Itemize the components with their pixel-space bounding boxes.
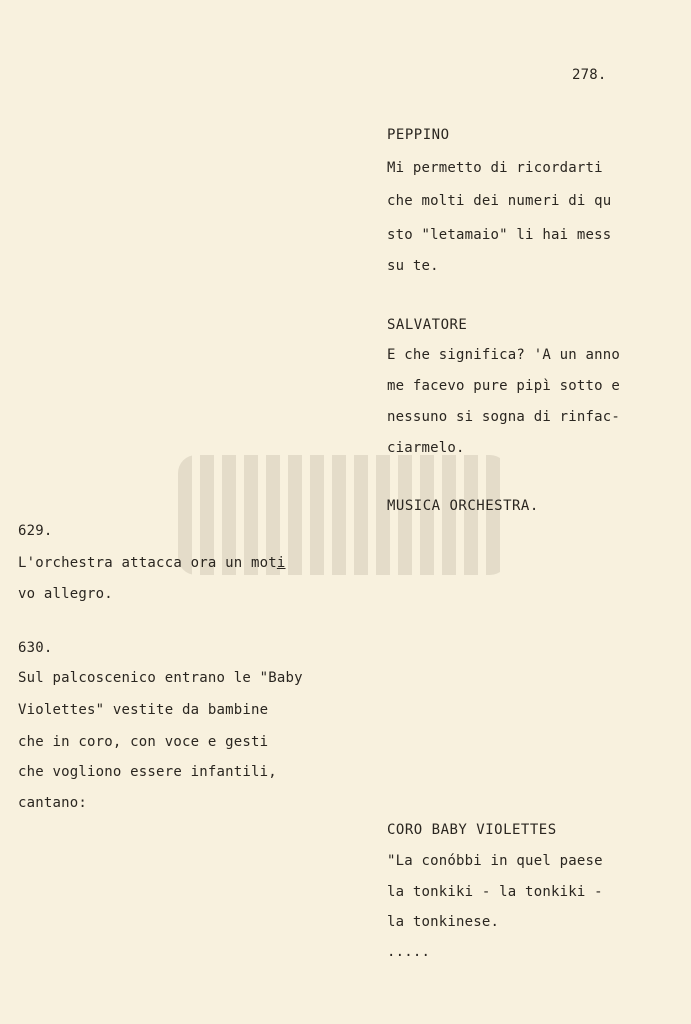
speaker-coro: CORO BABY VIOLETTES <box>387 822 557 838</box>
scene-line: Sul palcoscenico entrano le "Baby <box>18 670 303 686</box>
scene-number-629: 629. <box>18 523 53 539</box>
dialogue-line: su te. <box>387 258 439 274</box>
scene-number-630: 630. <box>18 640 53 656</box>
dialogue-line: E che significa? 'A un anno <box>387 347 620 363</box>
page-number: 278. <box>572 67 607 83</box>
underlined-char: i <box>276 555 286 571</box>
speaker-salvatore: SALVATORE <box>387 317 468 333</box>
scene-line: che vogliono essere infantili, <box>18 764 277 780</box>
dialogue-line: me facevo pure pipì sotto e <box>387 378 620 394</box>
dialogue-line: sto "letamaio" li hai mess <box>387 227 612 243</box>
speaker-peppino: PEPPINO <box>387 127 450 143</box>
music-cue: MUSICA ORCHESTRA. <box>387 498 539 514</box>
dialogue-line: ciarmelo. <box>387 440 465 456</box>
scene-line <box>18 555 286 571</box>
scene-line: vo allegro. <box>18 586 113 602</box>
ellipsis: ..... <box>387 944 431 960</box>
song-line: la tonkinese. <box>387 914 500 930</box>
dialogue-line: Mi permetto di ricordarti <box>387 160 603 176</box>
song-line: la tonkiki - la tonkiki - <box>387 884 603 900</box>
scene-line-text: L'orchestra attacca ora un mot <box>18 555 277 571</box>
song-line: "La conóbbi in quel paese <box>387 853 603 869</box>
scene-line: Violettes" vestite da bambine <box>18 702 269 718</box>
scene-line: che in coro, con voce e gesti <box>18 734 269 750</box>
scene-line: cantano: <box>18 795 88 811</box>
dialogue-line: nessuno si sogna di rinfac- <box>387 409 620 425</box>
dialogue-line: che molti dei numeri di qu <box>387 193 612 209</box>
